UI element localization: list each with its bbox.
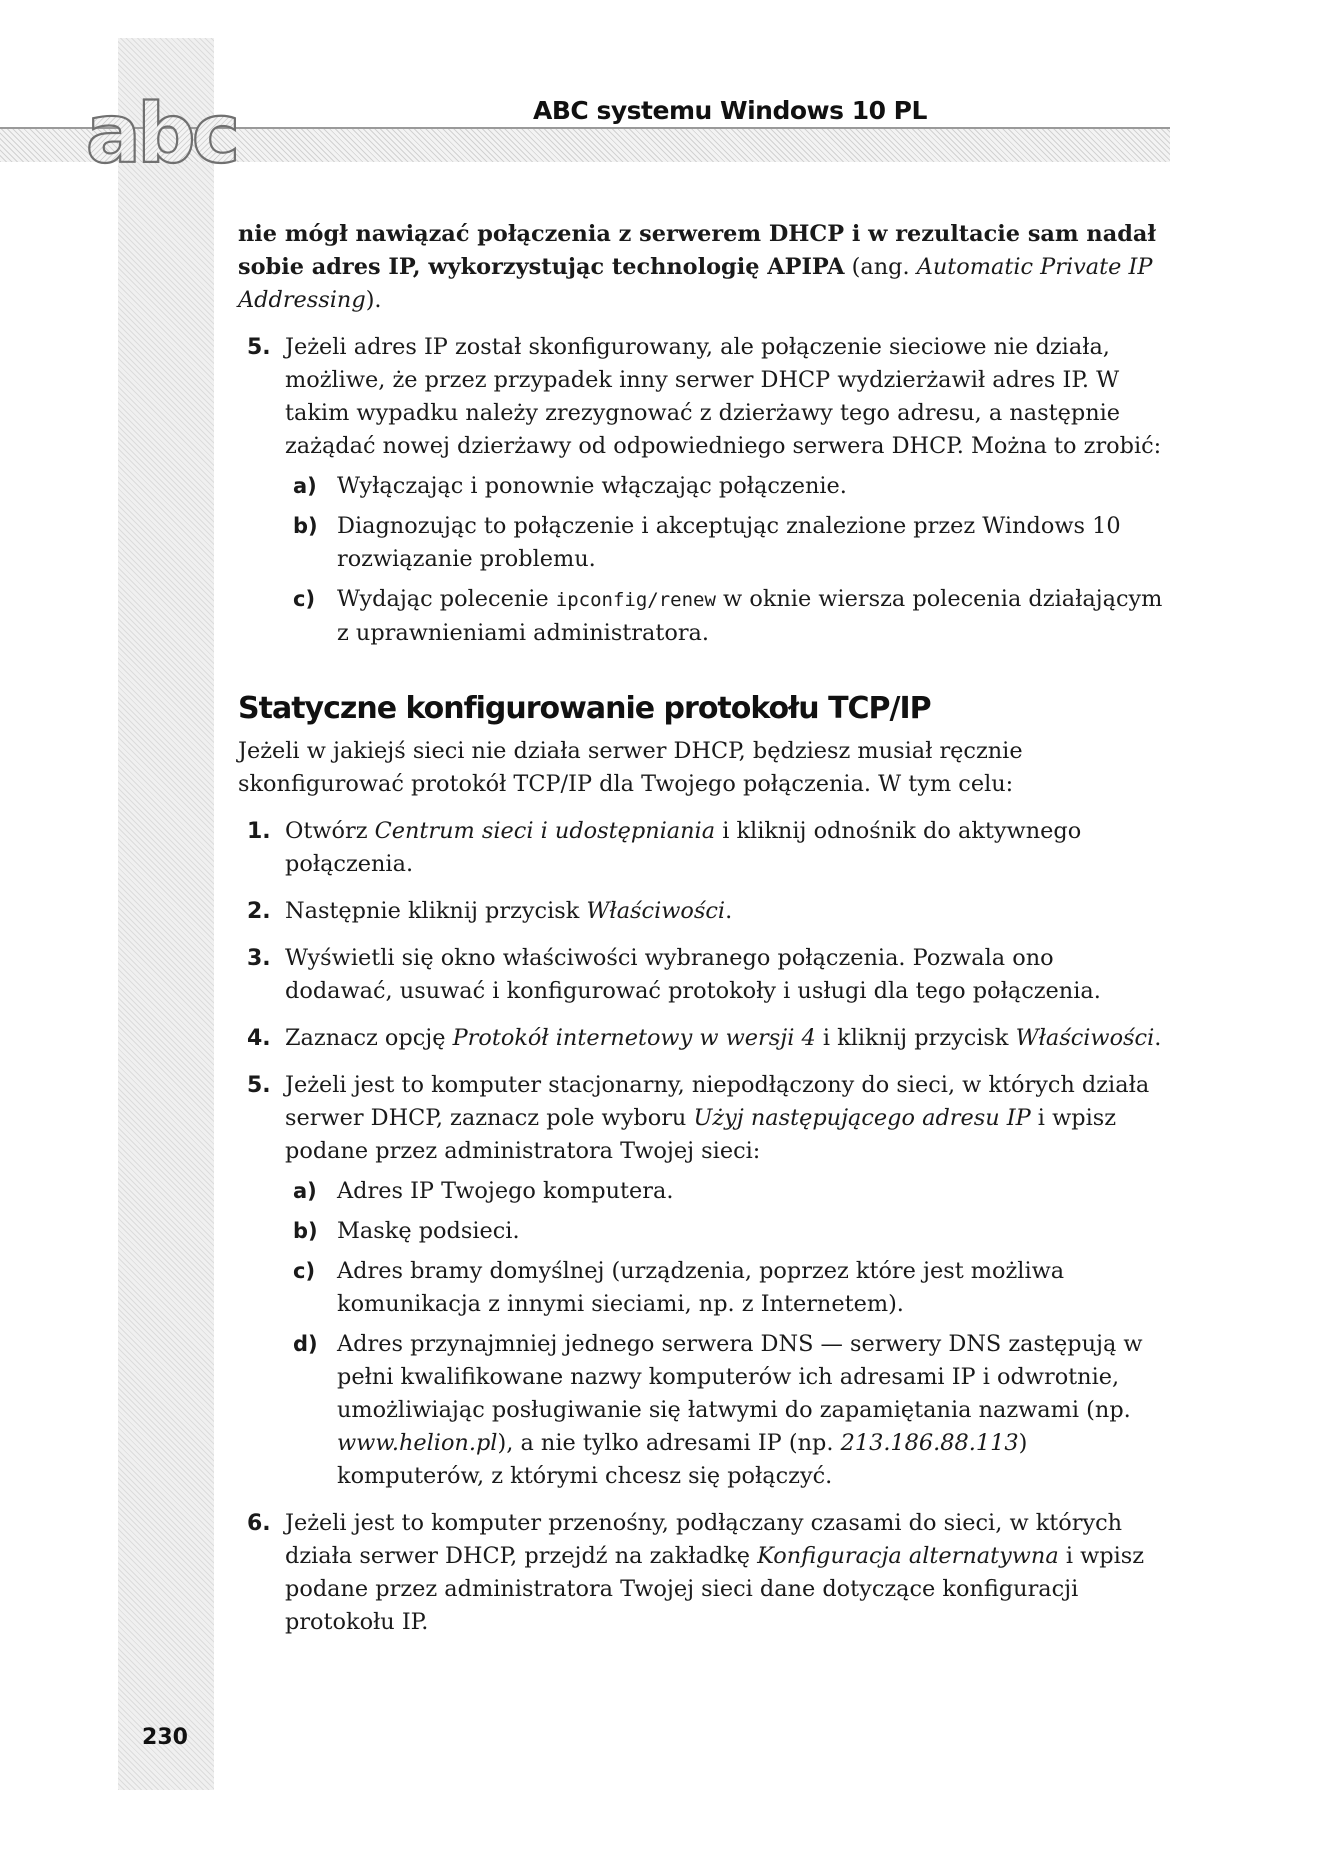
list-number: 5. [247,335,271,360]
side-strip [118,38,214,1790]
sub-item-b: b) Maskę podsieci. [293,1218,520,1244]
list-item-5: 5. Jeżeli adres IP został skonfigurowany, ale połączenie sieciowe nie działa, możliwe, że przez przypadek inny serwer DHCP wydzierżawił adres IP. W takim wypadku należy zrezygnować z dzierżawy tego adresu, a następnie zażądać nowej dzierżawy od odpowiedniego serwera DHCP. Można to zrobić: [238,331,1168,463]
running-header-title: ABC systemu Windows 10 PL [533,96,927,125]
list-item-1: 1. Otwórz Centrum sieci i udostępniania i kliknij odnośnik do aktywnego połączenia. [247,818,1082,877]
list-item-6: 6. Jeżeli jest to komputer przenośny, podłączany czasami do sieci, w których działa serwer DHCP, przejdź na zakładkę Konfiguracja alternatywna i wpisz podane przez administratora Twojej sieci dane dotyczące konfiguracji protokołu IP. [247,1510,1145,1635]
sub-item-c: c) Adres bramy domyślnej (urządzenia, poprzez które jest możliwa komunikacja z innymi sieciami, np. z Internetem). [293,1258,1065,1317]
list-item-3: 3. Wyświetli się okno właściwości wybranego połączenia. Pozwala ono dodawać, usuwać i konfigurować protokoły i usługi dla tego połączenia. [247,945,1101,1004]
intro-bold: nie mógł nawiązać połączenia z serwerem DHCP i w rezultacie sam nadał sobie adres IP, wykorzystując technologię APIPA [238,221,1156,280]
abc-logo [86,84,236,168]
code-ipconfig: ipconfig/renew [555,589,716,611]
section-heading: Statyczne konfigurowanie protokołu TCP/IP [238,691,931,726]
sub-item-a: a) Adres IP Twojego komputera. [293,1178,674,1204]
sub-item-b: b) Diagnozując to połączenie i akceptując znalezione przez Windows 10 rozwiązanie problemu. [293,513,1121,572]
sub-item-a: a) Wyłączając i ponownie włączając połączenie. [293,473,847,499]
list-item-4: 4. Zaznacz opcję Protokół internetowy w wersji 4 i kliknij przycisk Właściwości. [247,1025,1162,1051]
page-body [238,218,1168,1639]
page-number: 230 [142,1725,188,1750]
section-intro: Jeżeli w jakiejś sieci nie działa serwer DHCP, będziesz musiał ręcznie skonfigurować protokół TCP/IP dla Twojego połączenia. W tym celu: [238,738,1023,797]
sub-item-d: d) Adres przynajmniej jednego serwera DNS — serwery DNS zastępują w pełni kwalifikowane nazwy komputerów ich adresami IP i odwrotnie, umożliwiając posługiwanie się łatwymi do zapamiętania nazwami (np. www.helion.pl), a nie tylko adresami IP (np. 213.186.88.113) komputerów, z którymi chcesz się połączyć. [293,1331,1143,1489]
list-item-2: 2. Następnie kliknij przycisk Właściwości. [247,898,733,924]
list-item-5b: 5. Jeżeli jest to komputer stacjonarny, niepodłączony do sieci, w których działa serwer DHCP, zaznacz pole wyboru Użyj następującego adresu IP i wpisz podane przez administratora Twojej sieci: [247,1072,1150,1164]
intro-paragraph: nie mógł nawiązać połączenia z serwerem DHCP i w rezultacie sam nadał sobie adres IP, wykorzystując technologię APIPA (ang. Automatic Private IP Addressing). [238,221,1156,313]
logo-text: abc [86,87,236,168]
sub-item-c: c) Wydając polecenie ipconfig/renew w oknie wiersza polecenia działającym z uprawnieniami administratora. [293,586,1163,646]
